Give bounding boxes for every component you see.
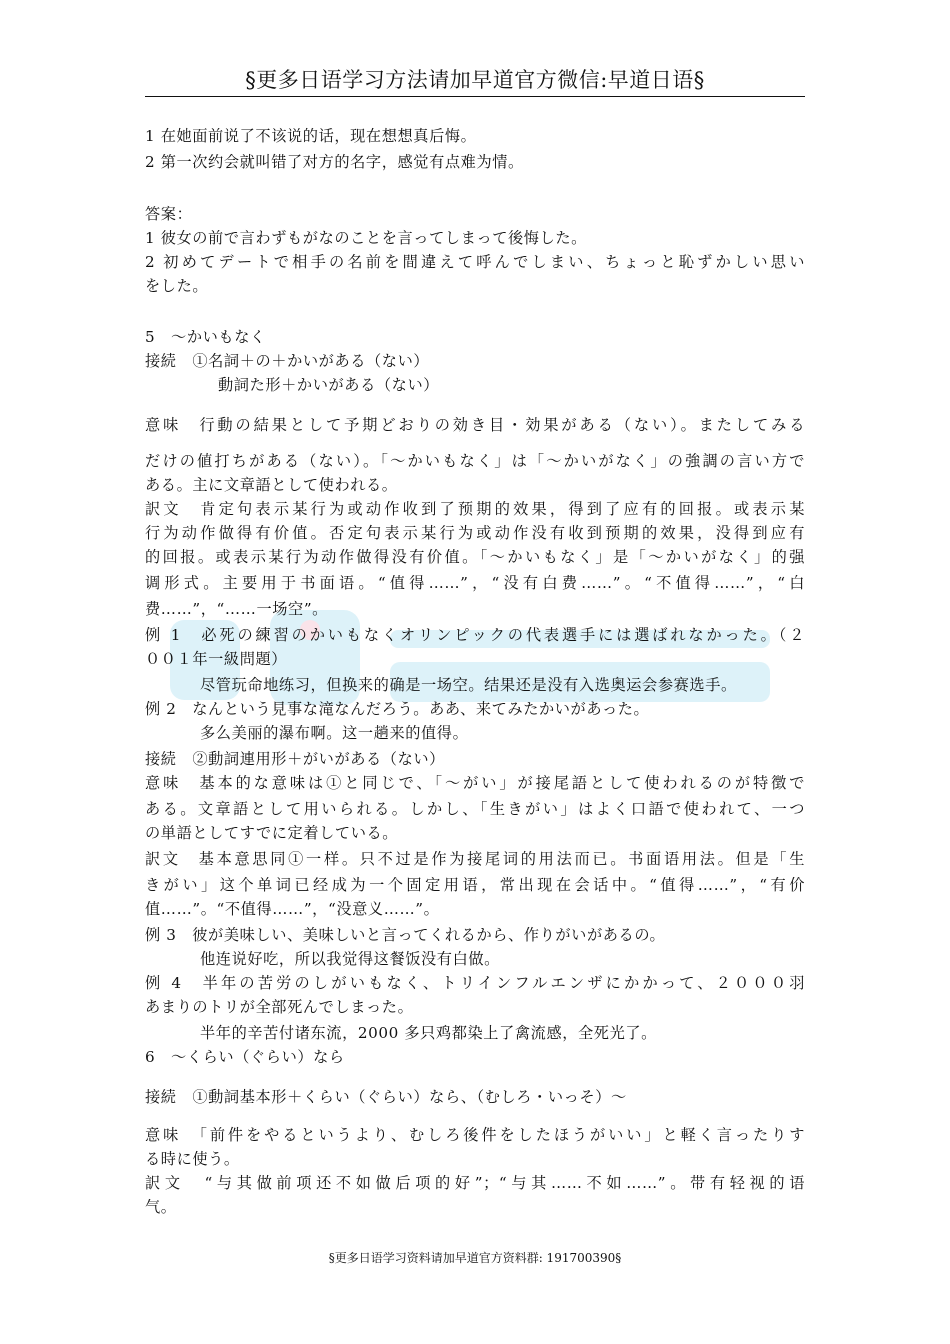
example-1: 例 1 必死の練習のかいもなくオリンピックの代表選手には選ばれなかった。（２ bbox=[145, 626, 805, 644]
example-4: 例 4 半年の苦労のしがいもなく、トリインフルエンザにかかって、２０００羽 bbox=[145, 974, 805, 992]
translation-1-line-5: 费……”，“……一场空”。 bbox=[145, 600, 328, 618]
page-footer: §更多日语学习资料请加早道官方资料群: 191700390§ bbox=[328, 1251, 622, 1265]
page-header: §更多日语学习方法请加早道官方微信:早道日语§ bbox=[245, 68, 705, 92]
meaning-2-line-3: の単語としてすでに定着している。 bbox=[145, 824, 399, 842]
example-1-translation: 尽管玩命地练习，但换来的确是一场空。结果还是没有入选奥运会参赛选手。 bbox=[200, 676, 737, 694]
meaning-1-line-2: だけの値打ちがある（ない）。「～かいもなく」は「～かいがなく」の強調の言い方で bbox=[145, 452, 805, 470]
example-3-translation: 他连说好吃，所以我觉得这餐饭没有白做。 bbox=[200, 950, 500, 968]
translation-1-line-1: 訳文 肯定句表示某行为或动作收到了预期的效果，得到了应有的回报。或表示某 bbox=[145, 500, 805, 518]
text-line-2: 2 第一次约会就叫错了对方的名字，感觉有点难为情。 bbox=[145, 153, 524, 171]
translation-1-line-2: 行为动作做得有价值。否定句表示某行为或动作没有收到预期的效果，没得到应有 bbox=[145, 524, 805, 542]
example-2-translation: 多么美丽的瀑布啊。这一趟来的值得。 bbox=[200, 724, 469, 742]
meaning-1-line-3: ある。主に文章語として使われる。 bbox=[145, 476, 398, 494]
connection-3: 接続 ①動詞基本形＋くらい（ぐらい）なら、（むしろ・いっそ）～ bbox=[145, 1088, 627, 1106]
meaning-1-line-1: 意味 行動の結果として予期どおりの効き目・効果がある（ない）。またしてみる bbox=[145, 416, 805, 434]
translation-3-line-2: 气。 bbox=[145, 1198, 177, 1216]
connection-2: 接続 ②動詞連用形＋がいがある（ない） bbox=[145, 750, 445, 768]
example-4-translation: 半年的辛苦付诸东流，2000 多只鸡都染上了禽流感，全死光了。 bbox=[200, 1024, 657, 1042]
translation-2-line-2: きがい」这个单词已经成为一个固定用语，常出现在会话中。“值得……”，“有价 bbox=[145, 876, 805, 894]
example-4-cont: あまりのトリが全部死んでしまった。 bbox=[145, 998, 414, 1016]
example-1-cont: ００１年一級問題） bbox=[145, 650, 288, 668]
answer-2-cont: をした。 bbox=[145, 277, 209, 295]
meaning-2-line-2: ある。文章語として用いられる。しかし、「生きがい」はよく口語で使われて、一つ bbox=[145, 800, 805, 818]
translation-2-line-3: 值……”。“不值得……”，“没意义……”。 bbox=[145, 900, 440, 918]
meaning-3-line-2: る時に使う。 bbox=[145, 1150, 240, 1168]
section-6-heading: 6 ～くらい（ぐらい）なら bbox=[145, 1048, 345, 1066]
example-3: 例 3 彼が美味しい、美味しいと言ってくれるから、作りがいがあるの。 bbox=[145, 926, 666, 944]
section-5-heading: 5 ～かいもなく bbox=[145, 328, 266, 346]
meaning-2-line-1: 意味 基本的な意味は①と同じで、「～がい」が接尾語として使われるのが特徴で bbox=[145, 774, 805, 792]
translation-1-line-3: 的回报。或表示某行为动作做得没有价值。「～かいもなく」是「～かいがなく」的强 bbox=[145, 548, 805, 566]
connection-1: 接続 ①名詞＋の＋かいがある（ない） bbox=[145, 352, 430, 370]
answer-1: 1 彼女の前で言わずもがなのことを言ってしまって後悔した。 bbox=[145, 229, 587, 247]
translation-2-line-1: 訳文 基本意思同①一样。只不过是作为接尾词的用法而已。书面语用法。但是「生 bbox=[145, 850, 805, 868]
answer-heading: 答案： bbox=[145, 205, 193, 223]
translation-1-line-4: 调形式。主要用于书面语。“值得……”，“没有白费……”。“不值得……”，“白 bbox=[145, 574, 805, 592]
connection-1-cont: 動詞た形＋かいがある（ない） bbox=[218, 376, 440, 394]
meaning-3-line-1: 意味 「前件をやるというより、むしろ後件をしたほうがいい」と軽く言ったりす bbox=[145, 1126, 805, 1144]
answer-2: 2 初めてデートで相手の名前を間違えて呼んでしまい、ちょっと恥ずかしい思い bbox=[145, 253, 805, 271]
translation-3-line-1: 訳文 “与其做前项还不如做后项的好”；“与其……不如……”。带有轻视的语 bbox=[145, 1174, 805, 1192]
text-line-1: 1 在她面前说了不该说的话，现在想想真后悔。 bbox=[145, 127, 477, 145]
example-2: 例 2 なんという見事な滝なんだろう。ああ、来てみたかいがあった。 bbox=[145, 700, 650, 718]
header-divider bbox=[145, 96, 805, 97]
